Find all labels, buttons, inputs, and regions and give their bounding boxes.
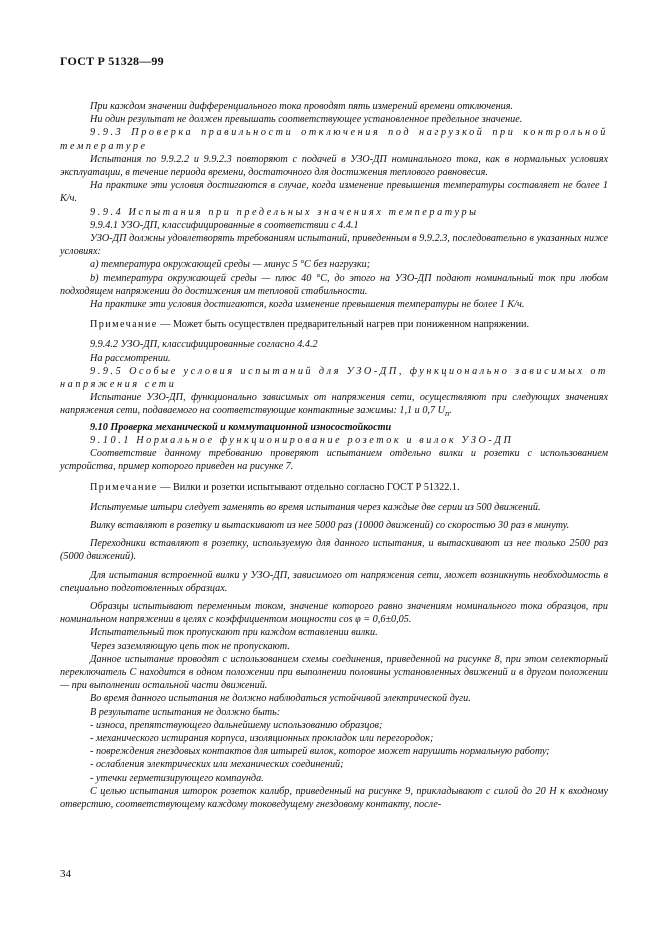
section-heading-9-10: 9.10 Проверка механической и коммутационной износостойкости: [90, 421, 392, 433]
paragraph: При каждом значении дифференциального тока проводят пять измерений времени отключения.: [90, 101, 514, 112]
paragraph: Испытания по 9.9.2.2 и 9.9.2.3 повторяют с подачей в УЗО-ДП номинального тока, как в нормальных условиях эксплуатации, в течение периода времени, достаточного для достижения теплового равновесия.: [60, 153, 608, 179]
note-text: — Вилки и розетки испытывают отдельно согласно ГОСТ Р 51322.1.: [157, 481, 460, 493]
section-heading-9-9-4-1: 9.9.4.1 УЗО-ДП, классифицированные в соответствии с 4.4.1: [90, 219, 359, 231]
list-item-a: a) температура окружающей среды — минус 5 °С без нагрузки;: [90, 259, 371, 271]
section-heading-9-9-4: 9.9.4 Испытания при предельных значениях температуры: [90, 206, 479, 218]
note-1: [60, 318, 608, 331]
standard-code-header: ГОСТ Р 51328—99: [60, 54, 164, 68]
paragraph: Для испытания встроенной вилки у УЗО-ДП, зависимого от напряжения сети, может возникнуть необходимость в специально подготовленных образцах.: [60, 569, 608, 594]
paragraph: На практике эти условия достигаются в случае, когда изменение превышения температуры составляет не более 1 К/ч.: [60, 180, 608, 205]
defect-item: - утечки герметизирующего компаунда.: [90, 772, 264, 784]
page-number: 34: [60, 868, 71, 880]
defect-item: - механического истирания корпуса, изоляционных прокладок или перегородок;: [90, 732, 434, 744]
paragraph: [60, 391, 608, 420]
voltage-subscript: n: [444, 408, 450, 419]
note-text: — Может быть осуществлен предварительный нагрев при пониженном напряжении.: [157, 319, 530, 331]
paragraph: УЗО-ДП должны удовлетворять требованиям испытаний, приведенным в 9.9.2.3, последовательно в указанных ниже условиях:: [60, 233, 608, 258]
paragraph: Переходники вставляют в розетку, используемую для данного испытания, и вытаскивают из нее только 2500 раз (5000 движений).: [60, 538, 608, 563]
paragraph: На рассмотрении.: [90, 352, 171, 364]
paragraph: В результате испытания не должно быть:: [90, 706, 281, 718]
paragraph: На практике эти условия достигаются, когда изменение превышения температуры не более 1 К/ч.: [90, 299, 525, 311]
paragraph: Испытуемые штыри следует заменять во время испытания через каждые две серии из 500 движений.: [90, 501, 541, 513]
paragraph: Ни один результат не должен превышать соответствующее установленное предельное значение.: [90, 114, 523, 126]
paragraph: Данное испытание проводят с использованием схемы соединения, приведенной на рисунке 8, при этом селекторный переключатель С находится в одном положении при выполнении половины установленных движений и в другом положении — при выполнении остальной части движений.: [60, 653, 608, 692]
defect-item: - износа, препятствующего дальнейшему использованию образцов;: [90, 719, 383, 731]
section-heading-9-10-1: 9.10.1 Нормальное функционирование розеток и вилок УЗО-ДП: [90, 434, 514, 446]
paragraph: Соответствие данному требованию проверяют испытанием отдельно вилки и розетки с использованием устройства, пример которого приведен на рисунке 7.: [60, 448, 608, 473]
paragraph: Образцы испытывают переменным током, значение которого равно значениям номинального тока образцов, при номинальном напряжении в целях с коэффициентом мощности cos φ = 0,6±0,05.: [60, 600, 608, 626]
paragraph: Вилку вставляют в розетку и вытаскивают из нее 5000 раз (10000 движений) со скоростью 30 раз в минуту.: [90, 519, 570, 531]
paragraph-text: Испытание УЗО-ДП, функционально зависимых от напряжения сети, осуществляют при следующих значениях напряжения сети, подаваемого на соответствующие контактные зажимы: 1,1 и 0,7 U: [60, 392, 608, 417]
paragraph: Во время данного испытания не должно наблюдаться устойчивой электрической дуги.: [90, 693, 471, 705]
paragraph: С целью испытания шторок розеток калибр, приведенный на рисунке 9, прикладывают с силой до 20 Н к входному отверстию, соответствующему каждому токоведущему гнездовому контакту, после-: [60, 785, 608, 810]
section-heading-9-9-5: 9.9.5 Особые условия испытаний для УЗО-ДП, функционально зависимых от напряжения сети: [60, 365, 608, 391]
section-heading-9-9-4-2: 9.9.4.2 УЗО-ДП, классифицированные согласно 4.4.2: [90, 339, 318, 351]
note-label: Примечание: [90, 319, 158, 331]
defect-item: - ослабления электрических или механических соединений;: [90, 759, 344, 771]
defect-item: - повреждения гнездовых контактов для штырей вилок, которое может нарушить нормальную работу;: [90, 746, 550, 758]
paragraph: Испытательный ток пропускают при каждом вставлении вилки.: [90, 627, 378, 639]
note-2: [60, 481, 608, 494]
note-label: Примечание: [90, 481, 158, 493]
paragraph-end: .: [449, 405, 452, 417]
list-item-b: b) температура окружающей среды — плюс 40 °С, до этого на УЗО-ДП подают номинальный ток при любом подходящем напряжении до достижения им тепловой стабильности.: [60, 272, 608, 297]
section-heading-9-9-3: 9.9.3 Проверка правильности отключения под нагрузкой при контрольной температуре: [60, 127, 608, 152]
document-body: [60, 100, 608, 811]
paragraph: Через заземляющую цепь ток не пропускают.: [90, 640, 290, 652]
